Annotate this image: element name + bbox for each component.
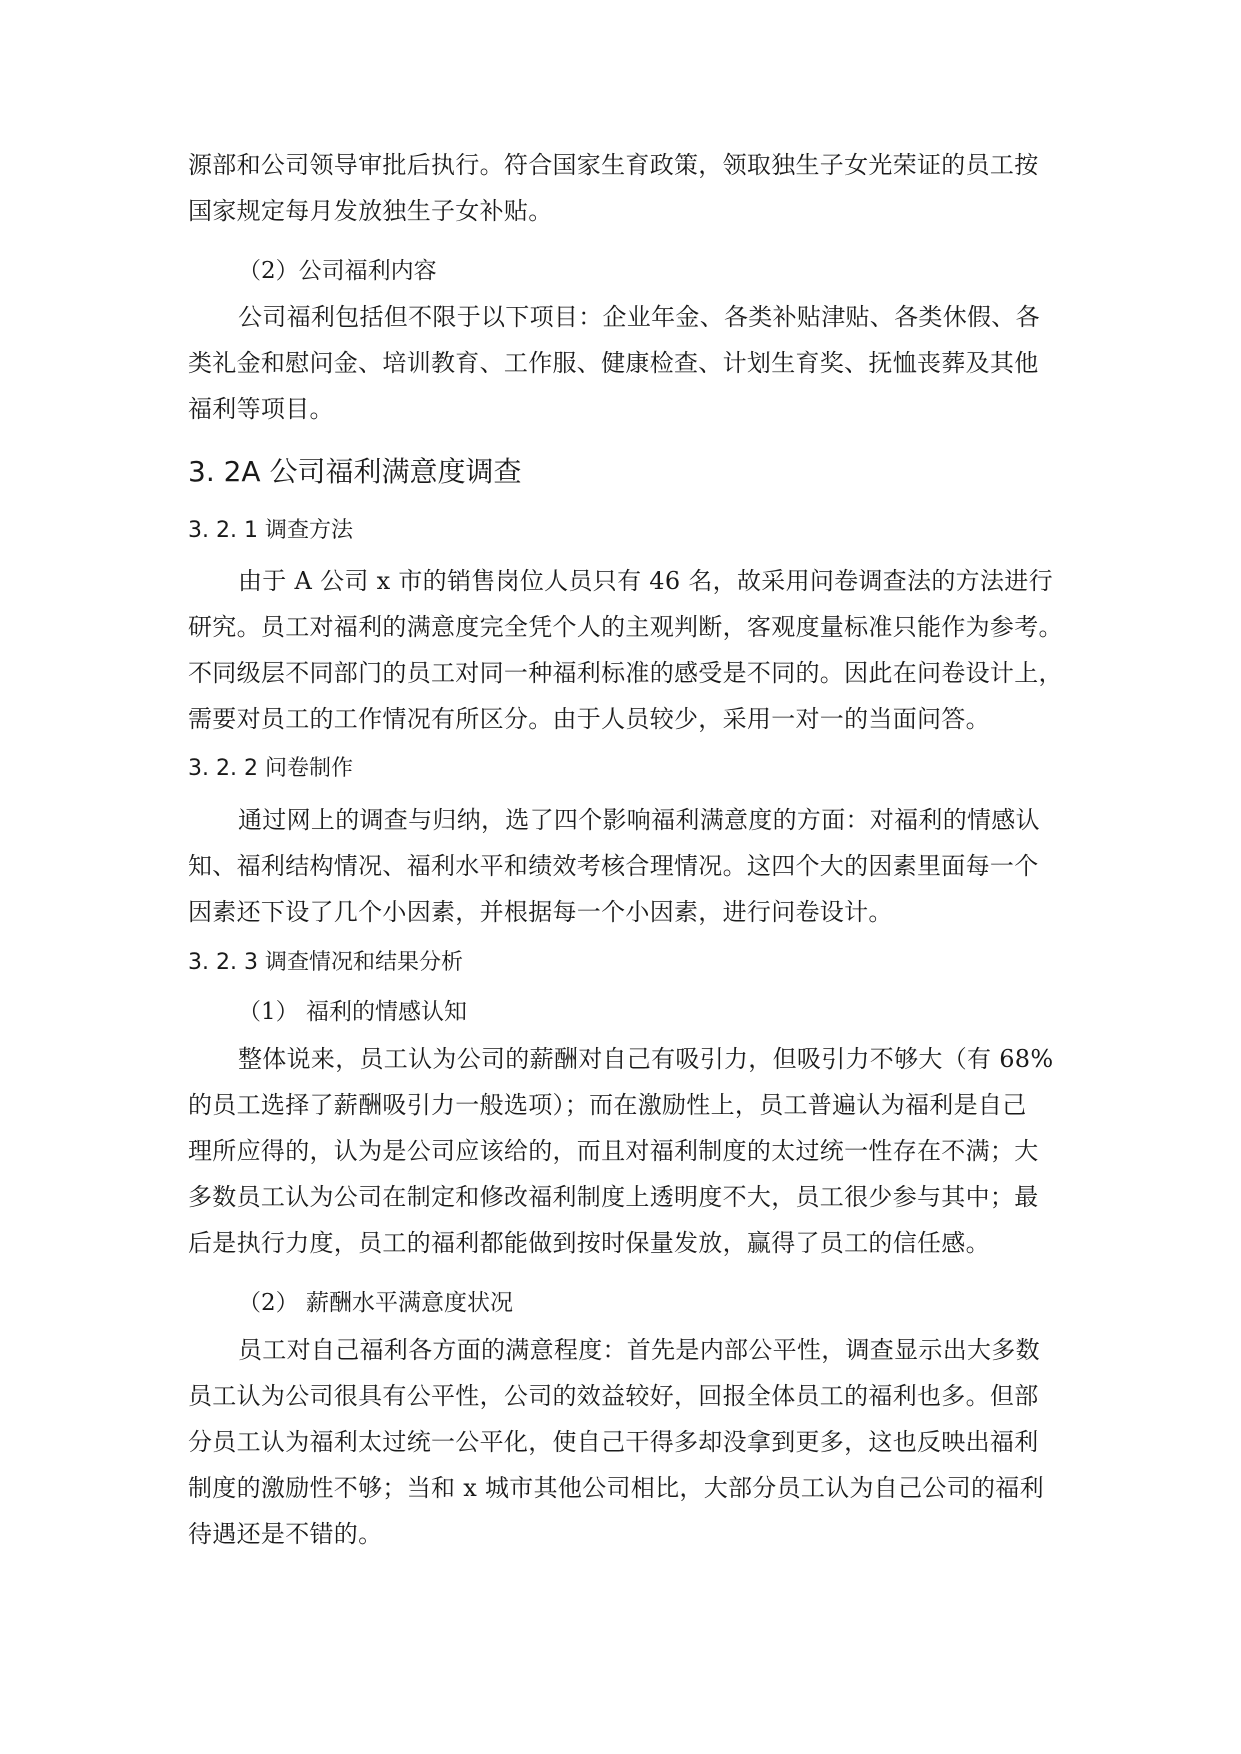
paragraph-line: 员工认为公司很具有公平性，公司的效益较好，回报全体员工的福利也多。但部 bbox=[188, 1382, 1039, 1410]
section-heading-3-2 bbox=[188, 452, 1058, 492]
subheading-text: （1） 福利的情感认知 bbox=[238, 999, 467, 1025]
paragraph-intro bbox=[188, 142, 1058, 234]
subheading-text: （2）公司福利内容 bbox=[238, 258, 437, 284]
subheading-salary bbox=[188, 1283, 1058, 1323]
paragraph-line: 不同级层不同部门的员工对同一种福利标准的感受是不同的。因此在问卷设计上， bbox=[188, 659, 1063, 687]
section-heading-text: 3. 2. 1 调查方法 bbox=[188, 518, 353, 543]
subheading-text: （2） 薪酬水平满意度状况 bbox=[238, 1290, 513, 1316]
paragraph-salary bbox=[188, 1327, 1058, 1557]
paragraph-line: 后是执行力度，员工的福利都能做到按时保量发放，赢得了员工的信任感。 bbox=[188, 1229, 990, 1257]
paragraph-line: 整体说来，员工认为公司的薪酬对自己有吸引力，但吸引力不够大（有 68% bbox=[238, 1045, 1054, 1073]
section-heading-3-2-3 bbox=[188, 946, 1058, 980]
paragraph-emotion bbox=[188, 1036, 1058, 1266]
paragraph-line: 员工对自己福利各方面的满意程度：首先是内部公平性，调查显示出大多数 bbox=[238, 1336, 1040, 1364]
section-heading-3-2-2 bbox=[188, 752, 1058, 786]
paragraph-line: 多数员工认为公司在制定和修改福利制度上透明度不大，员工很少参与其中；最 bbox=[188, 1183, 1039, 1211]
paragraph-line: 研究。员工对福利的满意度完全凭个人的主观判断，客观度量标准只能作为参考。 bbox=[188, 613, 1063, 641]
paragraph-line: 公司福利包括但不限于以下项目：企业年金、各类补贴津贴、各类休假、各 bbox=[238, 303, 1040, 331]
section-heading-text: 3. 2. 3 调查情况和结果分析 bbox=[188, 950, 463, 975]
section-heading-text: 3. 2A 公司福利满意度调查 bbox=[188, 455, 522, 488]
paragraph-line: 待遇还是不错的。 bbox=[188, 1520, 383, 1548]
paragraph-questionnaire bbox=[188, 797, 1058, 935]
paragraph-line: 的员工选择了薪酬吸引力一般选项）；而在激励性上，员工普遍认为福利是自己 bbox=[188, 1091, 1027, 1119]
section-heading-text: 3. 2. 2 问卷制作 bbox=[188, 756, 353, 781]
paragraph-line: 需要对员工的工作情况有所区分。由于人员较少，采用一对一的当面问答。 bbox=[188, 705, 990, 733]
subheading-emotion bbox=[188, 992, 1058, 1032]
paragraph-line: 源部和公司领导审批后执行。符合国家生育政策，领取独生子女光荣证的员工按 bbox=[188, 151, 1039, 179]
paragraph-line: 国家规定每月发放独生子女补贴。 bbox=[188, 197, 553, 225]
paragraph-line: 知、福利结构情况、福利水平和绩效考核合理情况。这四个大的因素里面每一个 bbox=[188, 852, 1039, 880]
paragraph-line: 类礼金和慰问金、培训教育、工作服、健康检查、计划生育奖、抚恤丧葬及其他 bbox=[188, 349, 1039, 377]
paragraph-line: 制度的激励性不够；当和 x 城市其他公司相比，大部分员工认为自己公司的福利 bbox=[188, 1474, 1044, 1502]
paragraph-line: 理所应得的，认为是公司应该给的，而且对福利制度的太过统一性存在不满；大 bbox=[188, 1137, 1039, 1165]
paragraph-benefit-content bbox=[188, 294, 1058, 432]
paragraph-line: 分员工认为福利太过统一公平化，使自己干得多却没拿到更多，这也反映出福利 bbox=[188, 1428, 1039, 1456]
paragraph-method bbox=[188, 558, 1063, 742]
paragraph-line: 因素还下设了几个小因素，并根据每一个小因素，进行问卷设计。 bbox=[188, 898, 893, 926]
section-heading-3-2-1 bbox=[188, 514, 1058, 548]
paragraph-line: 福利等项目。 bbox=[188, 395, 334, 423]
paragraph-line: 通过网上的调查与归纳，选了四个影响福利满意度的方面：对福利的情感认 bbox=[238, 806, 1040, 834]
paragraph-line: 由于 A 公司 x 市的销售岗位人员只有 46 名，故采用问卷调查法的方法进行 bbox=[238, 567, 1053, 595]
subheading-benefit-content bbox=[188, 251, 1058, 291]
